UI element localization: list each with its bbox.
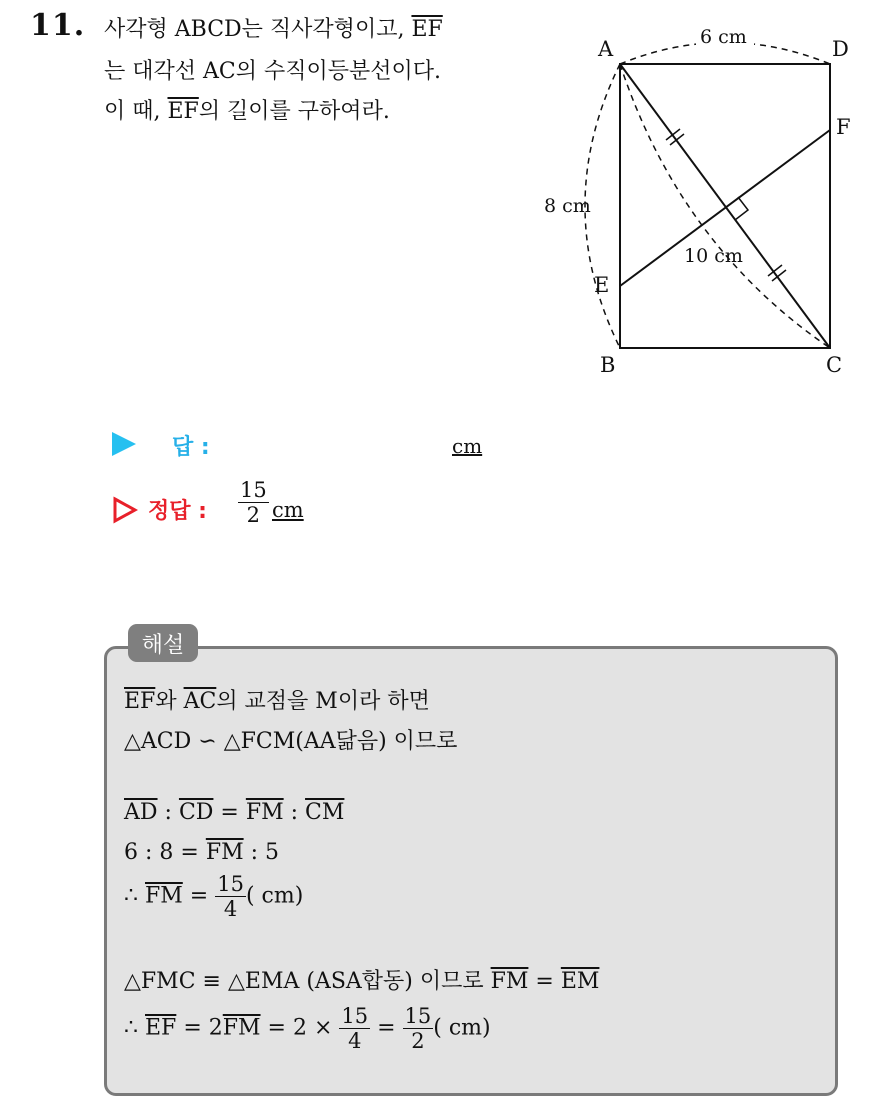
explanation-line-6: [124, 964, 599, 995]
explanation-line-4: [124, 840, 279, 865]
segment: $\overline{EM}$: [560, 969, 600, 994]
label-a: A: [598, 37, 614, 61]
dim-left-label: 8 cm: [544, 195, 591, 217]
right-angle-mark: [735, 197, 748, 220]
fraction-denominator: 4: [348, 1029, 362, 1054]
segment: $\overline{CD}$: [178, 800, 214, 825]
fraction-numerator: 15: [240, 478, 267, 502]
question-line-3: [104, 94, 390, 125]
text: :: [157, 800, 179, 825]
unit-text: ( cm): [245, 883, 304, 909]
question-line-2: 는 대각선 AC의 수직이등분선이다.: [104, 59, 441, 84]
segment: $\overline{AD}$: [124, 800, 158, 825]
explanation-line-2: △ACD ∽ △FCM(AA닮음) 이므로: [124, 729, 458, 754]
diagonal-ac: [620, 64, 830, 348]
segment: $\overline{FM}$: [245, 800, 284, 825]
therefore-text: ∴: [124, 1015, 145, 1041]
question-text: 의 길이를 구하여라.: [198, 99, 390, 124]
label-e: E: [594, 273, 610, 297]
explanation-line-7: [124, 1004, 491, 1053]
question-line-1: [104, 12, 443, 43]
label-c: C: [826, 353, 843, 377]
label-b: B: [600, 353, 616, 377]
segment: $\overline{FM}$: [490, 969, 529, 994]
unit-text: ( cm): [433, 1015, 491, 1041]
fraction-denominator: 4: [223, 897, 238, 922]
text: = 2 ×: [260, 1015, 340, 1041]
question-text: 이 때,: [104, 99, 168, 124]
key-bullet-icon: [112, 496, 138, 524]
fraction-numerator: 15: [404, 1004, 432, 1028]
explanation-line-3: [124, 800, 344, 825]
text: 의 교점을 M이라 하면: [216, 689, 430, 714]
question-text: 사각형 ABCD는 직사각형이고,: [104, 17, 412, 42]
text: △FMC ≡ △EMA (ASA합동) 이므로: [124, 969, 491, 994]
correct-answer-unit: cm: [272, 498, 304, 522]
fraction-denominator: 2: [411, 1029, 425, 1054]
answer-label: 답 :: [172, 435, 210, 460]
text: =: [182, 883, 216, 909]
answer-unit: cm: [452, 434, 483, 458]
text: 6 : 8 =: [124, 840, 206, 865]
correct-answer-fraction: [238, 478, 269, 527]
question-number: 11.: [30, 8, 86, 43]
segment: $\overline{EF}$: [124, 689, 156, 714]
text: =: [370, 1015, 403, 1041]
explanation-line-5: [124, 872, 303, 921]
text: :: [283, 800, 306, 825]
segment: $\overline{FM}$: [222, 1015, 261, 1041]
text: = 2: [176, 1015, 223, 1041]
dim-top-label: 6 cm: [700, 26, 747, 48]
fraction: [403, 1004, 434, 1053]
fraction-numerator: 15: [217, 872, 244, 896]
explanation-line-1: [124, 684, 430, 715]
correct-answer-label: 정답 :: [148, 499, 207, 524]
fraction: [339, 1004, 370, 1053]
text: 와: [155, 689, 184, 714]
therefore-text: ∴: [124, 883, 145, 909]
segment: $\overline{FM}$: [205, 840, 244, 865]
label-d: D: [832, 37, 849, 61]
text: : 5: [243, 840, 280, 865]
text: =: [528, 969, 561, 994]
fraction-denominator: 2: [246, 503, 261, 528]
segment-ef: $\overline{EF}$: [411, 17, 443, 42]
explanation-tag: 해설: [128, 624, 198, 662]
segment: $\overline{CM}$: [305, 800, 345, 825]
segment: $\overline{EF}$: [145, 1015, 177, 1041]
fraction-numerator: 15: [341, 1004, 369, 1028]
answer-bullet-icon: [112, 432, 136, 456]
rectangle-figure: [530, 16, 860, 386]
label-f: F: [836, 115, 851, 139]
dim-diagonal-label: 10 cm: [684, 245, 743, 267]
segment: $\overline{FM}$: [145, 883, 183, 909]
fraction: [215, 872, 246, 921]
segment-ef: $\overline{EF}$: [167, 99, 199, 124]
segment: $\overline{AC}$: [183, 689, 217, 714]
text: =: [213, 800, 246, 825]
